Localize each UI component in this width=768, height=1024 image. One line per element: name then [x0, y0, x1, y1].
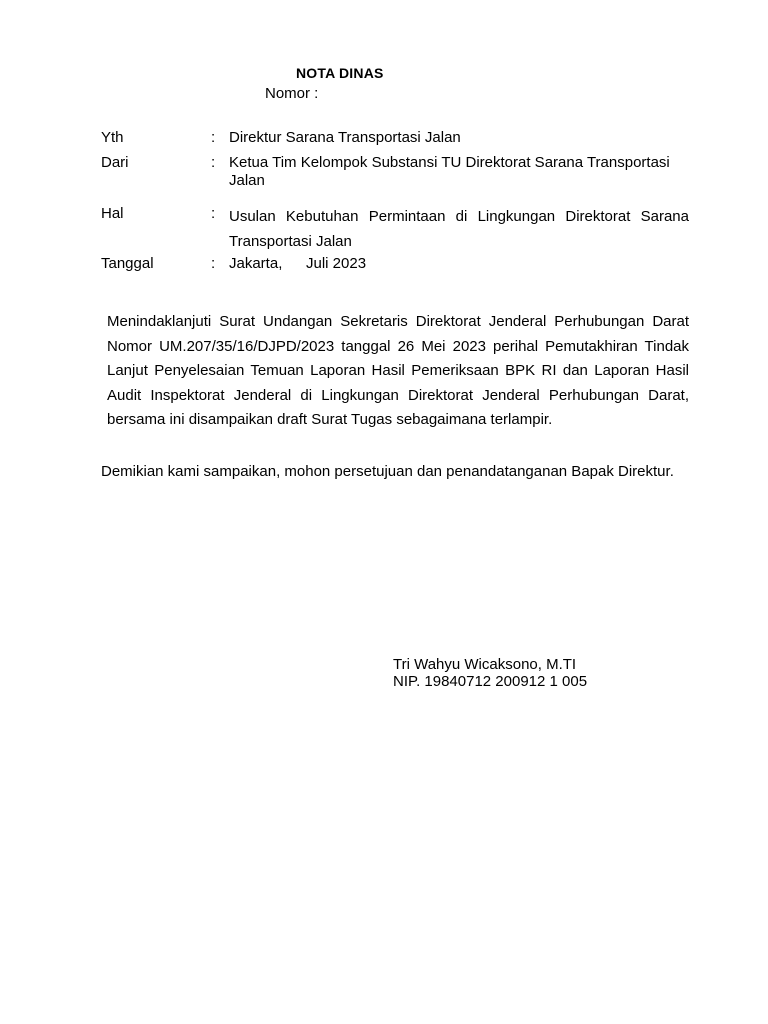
signatory-name: Tri Wahyu Wicaksono, M.TI [393, 656, 577, 673]
field-label-tanggal: Tanggal [101, 255, 154, 272]
field-value-tanggal-date: Juli 2023 [306, 255, 367, 272]
field-value-yth: Direktur Sarana Transportasi Jalan [229, 129, 461, 146]
field-value-tanggal-place: Jakarta, [229, 255, 283, 272]
field-value-dari: Ketua Tim Kelompok Substansi TU Direktorat Sarana Transportasi Jalan [229, 154, 670, 189]
field-label-dari: Dari [101, 154, 129, 171]
nomor-label: Nomor : [265, 85, 319, 102]
field-colon-hal: : [211, 205, 216, 222]
document-title: NOTA DINAS [296, 65, 384, 81]
body-paragraph-1: Menindaklanjuti Surat Undangan Sekretaris Direktorat Jenderal Perhubungan Darat Nomor UM.207/35/16/DJPD/2023 tanggal 26 Mei 2023 perihal Pemutakhiran Tindak Lanjut Penyelesaian Temuan Laporan Hasil Pemeriksaan BPK RI dan Laporan Hasil Audit Inspektorat Jenderal di Lingkungan Direktorat Jenderal Perhubungan Darat, bersama ini disampaikan draft Surat Tugas sebagaimana terlampir. [107, 313, 689, 428]
field-label-yth: Yth [101, 129, 124, 146]
field-value-hal: Usulan Kebutuhan Permintaan di Lingkungan Direktorat Sarana Transportasi Jalan [229, 208, 689, 250]
field-label-hal: Hal [101, 205, 124, 222]
field-colon-yth: : [211, 129, 216, 146]
signatory-nip: NIP. 19840712 200912 1 005 [393, 673, 588, 690]
field-colon-tanggal: : [211, 255, 216, 272]
body-paragraph-2: Demikian kami sampaikan, mohon persetujuan dan penandatanganan Bapak Direktur. [101, 463, 674, 480]
field-colon-dari: : [211, 154, 216, 171]
